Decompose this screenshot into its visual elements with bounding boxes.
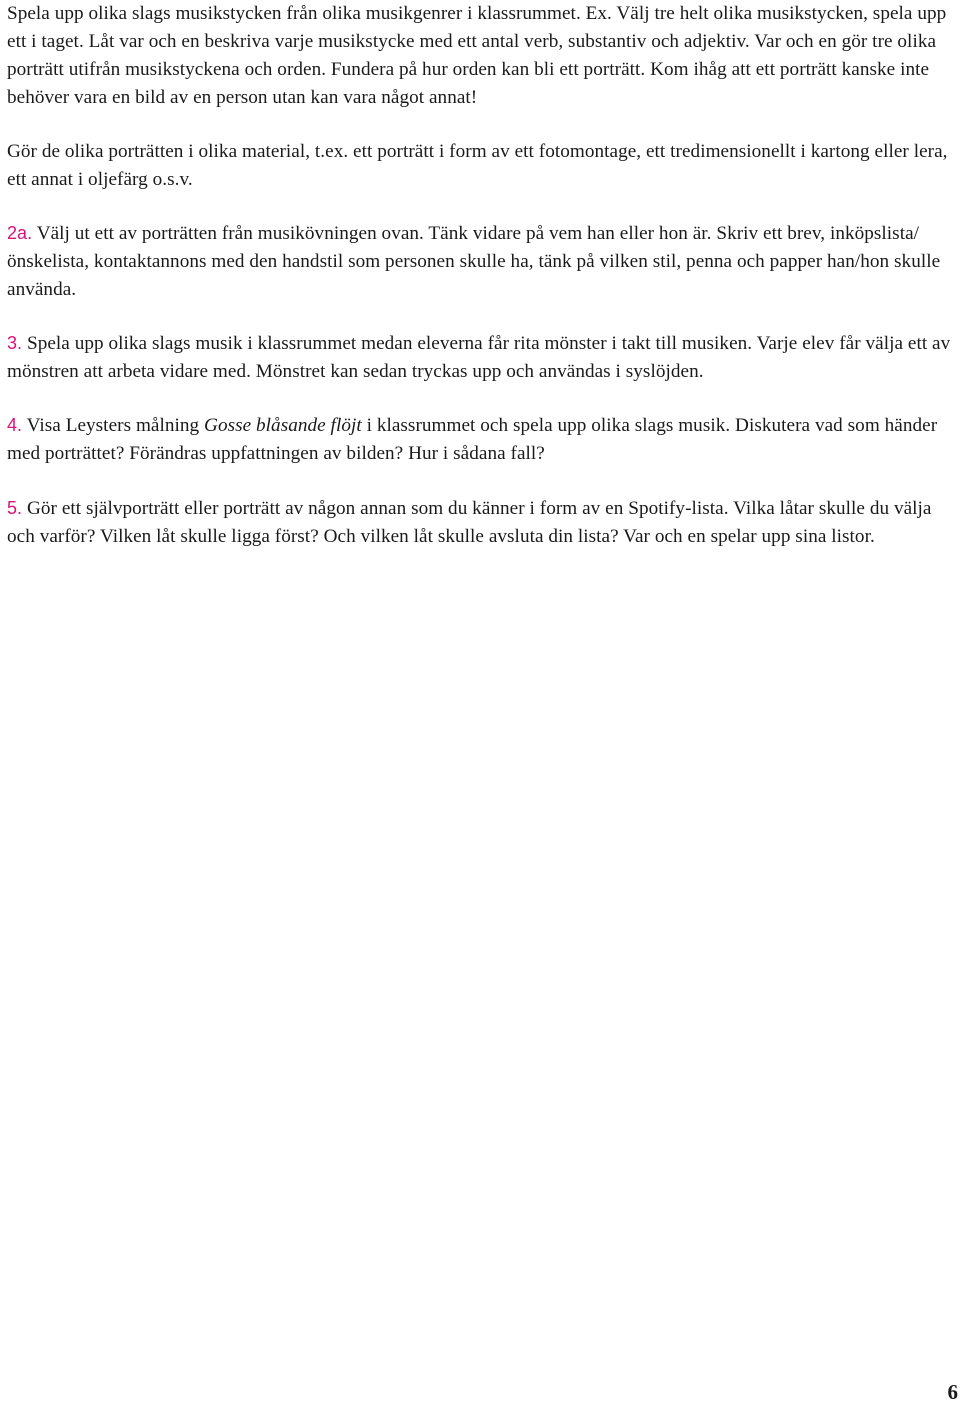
exercise-number: 4. bbox=[7, 415, 23, 435]
artwork-title: Gosse blåsande flöjt bbox=[204, 415, 362, 436]
paragraph-text: Gör ett självporträtt eller porträtt av någon annan som du känner i form av en Spotify-lista. Vilka låtar skulle du välja och varför? Vilken låt skulle ligga först? Och vilken låt skulle avsluta din lista? Var och en spelar upp sina listor. bbox=[7, 498, 932, 547]
paragraph-text: Spela upp olika slags musikstycken från olika musikgenrer i klassrummet. Ex. Välj tre helt olika musikstycken, spela upp ett i taget. Låt var och en beskriva varje musikstycke med ett antal verb, substantiv och adjektiv. Var och en gör tre olika porträtt utifrån musikstyckena och orden. Fundera på hur orden kan bli ett porträtt. Kom ihåg att ett porträtt kanske inte behöver vara en bild av en person utan kan vara något annat! bbox=[7, 3, 947, 108]
exercise-number: 3. bbox=[7, 333, 23, 353]
paragraph-exercise-5 bbox=[7, 494, 955, 551]
paragraph-text: Välj ut ett av porträtten från musikövningen ovan. Tänk vidare på vem han eller hon är. Skriv ett brev, inköpslista/önskelista, kontaktannons med den handstil som personen skulle ha, tänk på vilken stil, penna och papper han/hon skulle använda. bbox=[7, 223, 941, 300]
paragraph-text: Visa Leysters målning bbox=[26, 415, 200, 436]
paragraph-text: Gör de olika porträtten i olika material, t.ex. ett porträtt i form av ett fotomontage, ett tredimensionellt i kartong eller lera, ett annat i oljefärg o.s.v. bbox=[7, 141, 948, 190]
paragraph-exercise-2a bbox=[7, 219, 955, 304]
paragraph-exercise-4 bbox=[7, 411, 955, 468]
paragraph-text: Spela upp olika slags musik i klassrummet medan eleverna får rita mönster i takt till musiken. Varje elev får välja ett av mönstren att arbeta vidare med. Mönstret kan sedan tryckas upp och användas i syslöjden. bbox=[7, 333, 951, 382]
paragraph-exercise-3 bbox=[7, 329, 955, 386]
document-body bbox=[7, 0, 955, 551]
exercise-number: 2a. bbox=[7, 223, 33, 243]
paragraph-materials bbox=[7, 138, 955, 194]
paragraph-intro-exercise bbox=[7, 0, 955, 112]
exercise-number: 5. bbox=[7, 498, 23, 518]
page-number: 6 bbox=[947, 1380, 958, 1404]
paragraph-text: i klassrummet och spela upp olika slags musik. Diskutera vad som händer med porträttet? Förändras uppfattningen av bilden? Hur i sådana fall? bbox=[7, 415, 938, 464]
